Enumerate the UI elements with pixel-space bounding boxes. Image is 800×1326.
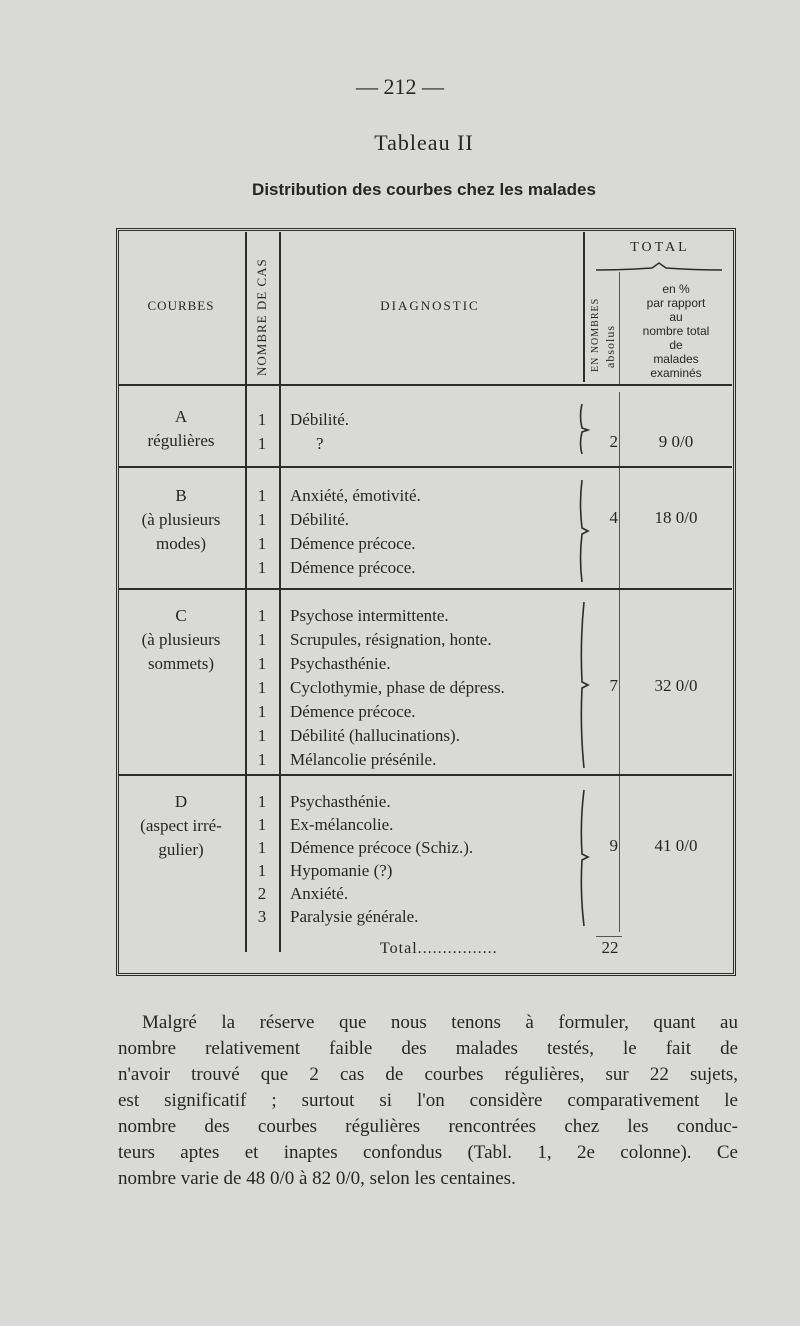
diagnostic-entry: Démence précoce.: [290, 534, 416, 553]
paragraph-line: nombre des courbes régulières rencontrées chez les conduc-: [118, 1116, 738, 1137]
paragraph-line: n'avoir trouvé que 2 cas de courbes régulières, sur 22 sujets,: [118, 1064, 738, 1085]
total-label: Total................: [380, 940, 498, 957]
header-en-nombres: EN NOMBRES: [590, 297, 601, 372]
group-label-d: D (aspect irré- gulier): [140, 792, 222, 859]
percent-c: 32 0/0: [654, 676, 698, 695]
header-nombre-de-cas: NOMBRE DE CAS: [254, 258, 269, 376]
case-count: 3: [257, 907, 267, 926]
case-count: 1: [257, 510, 267, 529]
case-count: 1: [257, 678, 267, 697]
case-count: 1: [257, 630, 267, 649]
header-absolus: absolus: [603, 325, 617, 368]
diagnostic-entry: Mélancolie présénile.: [290, 750, 437, 769]
case-count: 1: [257, 838, 267, 857]
diagnostic-entry: Cyclothymie, phase de dépress.: [290, 678, 505, 697]
diagnostic-entry: Psychose intermittente.: [290, 606, 449, 625]
diagnostic-entry: Débilité.: [290, 410, 350, 429]
paragraph-line: teurs aptes et inaptes confondus (Tabl. 1, 2e colonne). Ce: [118, 1142, 738, 1163]
body-paragraph: [118, 1010, 738, 1192]
case-count: 1: [257, 750, 267, 769]
case-count: 1: [257, 558, 267, 577]
case-count: 1: [257, 654, 267, 673]
diagnostic-entry: ?: [316, 434, 324, 453]
header-diagnostic: DIAGNOSTIC: [380, 298, 480, 313]
group-brace-b: [576, 478, 594, 584]
paragraph-line: Malgré la réserve que nous tenons à formuler, quant au: [142, 1012, 738, 1033]
paragraph-line: nombre relativement faible des malades testés, le fait de: [118, 1038, 738, 1059]
group-brace-d: [576, 788, 594, 928]
paragraph-line: est significatif ; surtout si l'on considère comparativement le: [118, 1090, 738, 1111]
group-separator-bc: [118, 588, 732, 590]
diagnostic-entry: Hypomanie (?): [290, 861, 393, 880]
header-brace: [594, 262, 724, 272]
diagnostic-entry: Démence précoce.: [290, 702, 416, 721]
total-rule: [596, 936, 622, 937]
case-count: 1: [257, 486, 267, 505]
diagnostic-entry: Débilité.: [290, 510, 350, 529]
case-count: 1: [257, 861, 267, 880]
column-rule-pct-left: [619, 392, 620, 932]
case-count: 1: [257, 702, 267, 721]
header-total: TOTAL: [630, 240, 690, 255]
case-count: 1: [257, 534, 267, 553]
page-number: — 212 —: [356, 74, 444, 99]
absolute-count-c: 7: [609, 676, 618, 695]
diagnostic-entry: Anxiété, émotivité.: [290, 486, 421, 505]
absolute-count-a: 2: [609, 432, 618, 451]
paragraph-line: nombre varie de 48 0/0 à 82 0/0, selon les centaines.: [118, 1168, 516, 1189]
diagnostic-entry: Psychasthénie.: [290, 654, 391, 673]
total-value: 22: [601, 938, 619, 957]
case-count: 2: [257, 884, 267, 903]
group-label-a: A régulières: [147, 407, 215, 450]
diagnostic-entry: Anxiété.: [290, 884, 349, 903]
diagnostic-entry: Ex-mélancolie.: [290, 815, 394, 834]
column-rule-count-right: [279, 232, 281, 952]
case-count: 1: [257, 815, 267, 834]
case-count: 1: [257, 606, 267, 625]
diagnostic-entry: Scrupules, résignation, honte.: [290, 630, 492, 649]
diagnostic-entry: Psychasthénie.: [290, 792, 391, 811]
percent-d: 41 0/0: [654, 836, 698, 855]
header-rule: [118, 384, 732, 386]
diagnostic-entry: Démence précoce (Schiz.).: [290, 838, 474, 857]
table-title: Tableau II: [374, 130, 474, 155]
group-separator-ab: [118, 466, 732, 468]
group-label-b: B (à plusieurs modes): [141, 486, 221, 553]
percent-a: 9 0/0: [658, 432, 694, 451]
absolute-count-b: 4: [609, 508, 618, 527]
case-count: 1: [257, 434, 267, 453]
diagnostic-entry: Démence précoce.: [290, 558, 416, 577]
case-count: 1: [257, 410, 267, 429]
diagnostic-entry: Paralysie générale.: [290, 907, 419, 926]
group-label-c: C (à plusieurs sommets): [141, 606, 221, 673]
case-count: 1: [257, 726, 267, 745]
case-count: 1: [257, 792, 267, 811]
header-percent: en % par rapport au nombre total de malades examinés: [642, 282, 710, 380]
column-rule-total-left: [583, 232, 585, 382]
header-courbes: COURBES: [147, 298, 215, 313]
absolute-count-d: 9: [609, 836, 618, 855]
percent-b: 18 0/0: [654, 508, 698, 527]
diagnostic-entry: Débilité (hallucinations).: [290, 726, 460, 745]
group-separator-cd: [118, 774, 732, 776]
table-subtitle: Distribution des courbes chez les malades: [252, 180, 596, 199]
